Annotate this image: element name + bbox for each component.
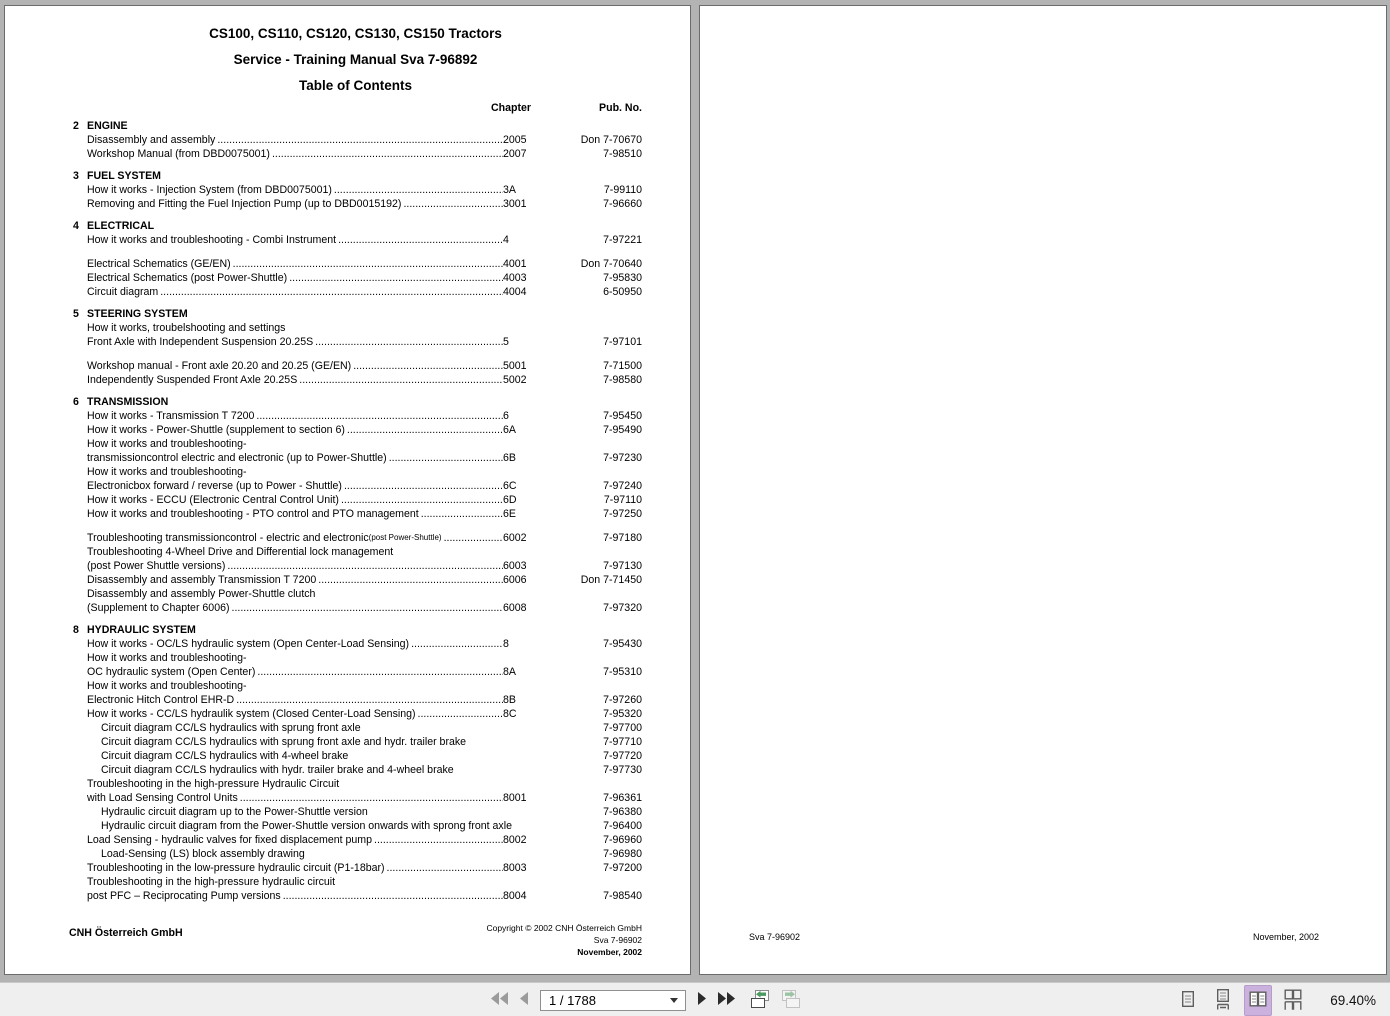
section-title: TRANSMISSION [87, 396, 169, 408]
previous-page-icon [517, 991, 530, 1009]
toc-row [69, 285, 642, 299]
toc-entry-title: Circuit diagram CC/LS hydraulics with sprung front axle and hydr. trailer brake [101, 736, 467, 748]
toc-spacer [69, 521, 642, 531]
toc-entry-title: How it works - Injection System (from DBD0075001) [87, 184, 332, 196]
dot-leader [231, 257, 503, 271]
toc-entry-title: Electronic Hitch Control EHR-D [87, 694, 235, 706]
chapter-number: 8C [503, 708, 517, 720]
chapter-number: 6003 [503, 560, 527, 572]
two-page-continuous-view-button[interactable] [1279, 985, 1307, 1016]
section-number: 6 [73, 396, 79, 408]
toc-entry-title: Hydraulic circuit diagram up to the Power-Shuttle version [101, 806, 368, 818]
pub-number: 7-97710 [603, 736, 642, 748]
toc-row [69, 133, 642, 147]
toc-section [69, 307, 642, 387]
toc-section-header [69, 395, 642, 409]
toc-spacer [69, 247, 642, 257]
toc-row [69, 147, 642, 161]
dot-leader [234, 693, 503, 707]
single-page-view-icon [1177, 988, 1199, 1013]
toc-row [69, 587, 642, 601]
toc-entry-title: Troubleshooting in the low-pressure hydraulic circuit (P1-18bar) [87, 862, 385, 874]
toc-entry-title: Electrical Schematics (GE/EN) [87, 258, 231, 270]
toc-entry-title: Circuit diagram [87, 286, 159, 298]
chapter-number: 6E [503, 508, 516, 520]
toc-row [69, 707, 642, 721]
continuous-view-icon [1212, 988, 1234, 1013]
pub-number: 7-97250 [603, 508, 642, 520]
toc-row [69, 373, 642, 387]
chapter-number: 2005 [503, 134, 527, 146]
toc-entry-title: Electrical Schematics (post Power-Shuttle) [87, 272, 288, 284]
toc-entry-title: Circuit diagram CC/LS hydraulics with sprung front axle [101, 722, 361, 734]
dot-leader [442, 531, 503, 545]
pub-number: 7-95830 [603, 272, 642, 284]
toc-entry-title: Troubleshooting in the high-pressure Hydraulic Circuit [87, 778, 340, 790]
chapter-number: 8A [503, 666, 516, 678]
toc-section-header [69, 623, 642, 637]
toc-entry-title: How it works, troubelshooting and settings [87, 322, 286, 334]
pub-number: 7-97200 [603, 862, 642, 874]
first-page-icon [489, 991, 510, 1009]
toc-entry-title: Hydraulic circuit diagram from the Power-Shuttle version onwards with sprong front axle [101, 820, 512, 832]
toc-entry-title: OC hydraulic system (Open Center) [87, 666, 256, 678]
toc-section-header [69, 169, 642, 183]
pub-no-column-header: Pub. No. [599, 102, 642, 114]
pub-number: 7-96660 [603, 198, 642, 210]
toc-row [69, 805, 642, 819]
right-page-pub-ref: Sva 7-96902 [749, 932, 801, 942]
section-number: 8 [73, 624, 79, 636]
toc-row [69, 777, 642, 791]
chapter-number: 4 [503, 234, 509, 246]
dot-leader [342, 479, 503, 493]
toc-entry-title: Circuit diagram CC/LS hydraulics with 4-wheel brake [101, 750, 349, 762]
chapter-number: 5 [503, 336, 509, 348]
toc-row [69, 833, 642, 847]
toc-entry-title: Workshop manual - Front axle 20.20 and 20.25 (GE/EN) [87, 360, 352, 372]
toc-row [69, 233, 642, 247]
toc-entry-title: How it works and troubleshooting - PTO control and PTO management [87, 508, 419, 520]
pub-number: 7-97720 [603, 750, 642, 762]
toc-section [69, 169, 642, 211]
toc-entry-title-small: (post Power-Shuttle) [368, 533, 442, 542]
document-title [69, 21, 642, 99]
dot-leader [387, 451, 503, 465]
toc-section [69, 119, 642, 161]
viewer-toolbar [0, 982, 1390, 1016]
dot-leader [270, 147, 503, 161]
section-number: 4 [73, 220, 79, 232]
toc-row [69, 451, 642, 465]
toc-section [69, 623, 642, 903]
toc-section [69, 395, 642, 615]
toc-entry-title: Workshop Manual (from DBD0075001) [87, 148, 270, 160]
last-page-button[interactable] [715, 990, 738, 1010]
toc-entry-title: post PFC – Reciprocating Pump versions [87, 890, 281, 902]
dot-leader [287, 271, 503, 285]
previous-view-button[interactable] [747, 987, 773, 1014]
toc-entry-title: How it works - ECCU (Electronic Central Control Unit) [87, 494, 339, 506]
toc-section [69, 219, 642, 299]
section-number: 3 [73, 170, 79, 182]
chapter-number: 6B [503, 452, 516, 464]
toc-entry-title: Circuit diagram CC/LS hydraulics with hydr. trailer brake and 4-wheel brake [101, 764, 454, 776]
toc-entry-title: Removing and Fitting the Fuel Injection Pump (up to DBD0015192) [87, 198, 402, 210]
toc-row [69, 479, 642, 493]
page-indicator[interactable]: 1 / 1788 [549, 992, 596, 1008]
toc-row [69, 679, 642, 693]
toc-entry-title: Load-Sensing (LS) block assembly drawing [101, 848, 305, 860]
footer-date: November, 2002 [577, 947, 642, 957]
toc-row [69, 889, 642, 903]
chapter-column-header: Chapter [490, 102, 531, 114]
toc-row [69, 875, 642, 889]
dot-leader [254, 409, 503, 423]
toc-row [69, 493, 642, 507]
next-page-icon [696, 991, 709, 1009]
title-line-2: Service - Training Manual Sva 7-96892 [233, 52, 478, 67]
toc-section-header [69, 119, 642, 133]
toc-entry-title: Load Sensing - hydraulic valves for fixed displacement pump [87, 834, 373, 846]
title-line-3: Table of Contents [299, 78, 412, 93]
section-title: ENGINE [87, 120, 128, 132]
toc-column-headers [69, 102, 642, 114]
dot-leader [158, 285, 503, 299]
toc-entry-title: How it works - Power-Shuttle (supplement to section 6) [87, 424, 345, 436]
title-line-1: CS100, CS110, CS120, CS130, CS150 Tractors [209, 26, 502, 41]
pub-number: 7-97320 [603, 602, 642, 614]
pub-number: 7-97240 [603, 480, 642, 492]
pub-number: 7-96400 [603, 820, 642, 832]
chapter-number: 4003 [503, 272, 527, 284]
dot-leader [238, 791, 503, 805]
last-page-icon [716, 991, 737, 1009]
toc-row [69, 573, 642, 587]
toc-entry-title: Front Axle with Independent Suspension 20.25S [87, 336, 314, 348]
toc-row [69, 637, 642, 651]
toc-row [69, 601, 642, 615]
chapter-number: 6D [503, 494, 517, 506]
toc-row [69, 721, 642, 735]
section-title: ELECTRICAL [87, 220, 155, 232]
toc-entry-title: transmissioncontrol electric and electronic (up to Power-Shuttle) [87, 452, 387, 464]
toc-entry-title: (post Power Shuttle versions) [87, 560, 226, 572]
pub-number: 7-99110 [603, 184, 642, 196]
pub-number: 7-96980 [603, 848, 642, 860]
toc-row [69, 257, 642, 271]
section-number: 2 [73, 120, 79, 132]
toc-entry-title: How it works - OC/LS hydraulic system (Open Center-Load Sensing) [87, 638, 410, 650]
pub-number: 7-97110 [603, 494, 642, 506]
page-footer [69, 922, 642, 958]
pub-number: 7-97101 [603, 336, 642, 348]
chapter-number: 3A [503, 184, 516, 196]
next-view-icon [779, 988, 803, 1013]
toc-entry-title: Troubleshooting 4-Wheel Drive and Differential lock management [87, 546, 394, 558]
toc-entry-title: How it works - CC/LS hydraulik system (Closed Center-Load Sensing) [87, 708, 416, 720]
pub-number: 7-97700 [603, 722, 642, 734]
pub-number: 7-95320 [603, 708, 642, 720]
copyright-line: Copyright © 2002 CNH Österreich GmbH [486, 923, 642, 933]
first-page-button[interactable] [488, 990, 511, 1010]
dot-leader [255, 665, 503, 679]
chapter-number: 4004 [503, 286, 527, 298]
dot-leader [336, 233, 503, 247]
toc-entry-title: Troubleshooting in the high-pressure hydraulic circuit [87, 876, 336, 888]
dot-leader [372, 833, 503, 847]
pub-number: 7-95450 [603, 410, 642, 422]
toc-row [69, 197, 642, 211]
toc-entry-title: How it works and troubleshooting- [87, 466, 247, 478]
two-page-view-button[interactable] [1244, 985, 1272, 1016]
page-number-combobox[interactable] [540, 990, 686, 1011]
chapter-number: 6C [503, 480, 517, 492]
chapter-number: 6002 [503, 532, 527, 544]
pub-number: 7-98580 [603, 374, 642, 386]
chapter-number: 3001 [503, 198, 527, 210]
chapter-number: 5002 [503, 374, 527, 386]
table-of-contents [69, 119, 642, 911]
toc-row [69, 531, 642, 545]
pub-number: 7-97260 [603, 694, 642, 706]
two-page-continuous-view-icon [1282, 988, 1304, 1013]
toc-row [69, 423, 642, 437]
toc-entry-title: How it works - Transmission T 7200 [87, 410, 255, 422]
dot-leader [225, 559, 503, 573]
dot-leader [297, 373, 503, 387]
dot-leader [215, 133, 503, 147]
pub-number: 7-71500 [603, 360, 642, 372]
chapter-number: 6008 [503, 602, 527, 614]
chapter-number: 8 [503, 638, 509, 650]
chapter-number: 8004 [503, 890, 527, 902]
toc-row [69, 693, 642, 707]
toc-row [69, 735, 642, 749]
toc-entry-title: Troubleshooting transmissioncontrol - electric and electronic [87, 532, 369, 544]
toc-entry-title: How it works and troubleshooting- [87, 652, 247, 664]
dot-leader [332, 183, 503, 197]
toc-entry-title: Independently Suspended Front Axle 20.25S [87, 374, 298, 386]
toc-row [69, 545, 642, 559]
section-title: HYDRAULIC SYSTEM [87, 624, 196, 636]
toc-row [69, 465, 642, 479]
chapter-number: 6 [503, 410, 509, 422]
toc-row [69, 861, 642, 875]
pub-number: 7-97230 [603, 452, 642, 464]
toc-row [69, 507, 642, 521]
pub-number: 7-98540 [603, 890, 642, 902]
copyright-block [486, 922, 642, 958]
pub-number: 7-95490 [603, 424, 642, 436]
toc-row [69, 271, 642, 285]
pub-number: 7-96960 [603, 834, 642, 846]
toc-row [69, 819, 642, 833]
pub-number: 7-96361 [603, 792, 642, 804]
pub-number: 7-97180 [603, 532, 642, 544]
pub-number: Don 7-70640 [580, 258, 642, 270]
dot-leader [345, 423, 503, 437]
toc-entry-title: How it works and troubleshooting- [87, 438, 247, 450]
previous-page-button[interactable] [516, 990, 531, 1010]
pub-number: 7-97730 [603, 764, 642, 776]
chapter-number: 6006 [503, 574, 527, 586]
toc-row [69, 651, 642, 665]
section-title: FUEL SYSTEM [87, 170, 161, 182]
toc-section-header [69, 219, 642, 233]
zoom-level: 69.40% [1330, 992, 1376, 1008]
toc-row [69, 321, 642, 335]
dot-leader [281, 889, 503, 903]
dot-leader [313, 335, 503, 349]
chapter-number: 8001 [503, 792, 527, 804]
dot-leader [339, 493, 503, 507]
pub-number: Don 7-70670 [580, 134, 642, 146]
continuous-view-button[interactable] [1209, 985, 1237, 1016]
two-page-view-icon [1247, 988, 1269, 1013]
toc-entry-title: How it works and troubleshooting- [87, 680, 247, 692]
chapter-number: 8002 [503, 834, 527, 846]
toc-row [69, 665, 642, 679]
company-name: CNH Österreich GmbH [69, 927, 183, 939]
toc-entry-title: Disassembly and assembly [87, 134, 216, 146]
single-page-view-button[interactable] [1174, 985, 1202, 1016]
next-page-button[interactable] [695, 990, 710, 1010]
toc-entry-title: Electronicbox forward / reverse (up to Power - Shuttle) [87, 480, 342, 492]
toc-row [69, 359, 642, 373]
section-number: 5 [73, 308, 79, 320]
dot-leader [416, 707, 503, 721]
document-page-right[interactable] [699, 5, 1387, 975]
chapter-number: 4001 [503, 258, 527, 270]
pub-ref: Sva 7-96902 [593, 935, 642, 945]
pub-number: 6-50950 [603, 286, 642, 298]
chapter-number: 8003 [503, 862, 527, 874]
toc-row [69, 409, 642, 423]
toc-entry-title: Disassembly and assembly Transmission T 7200 [87, 574, 317, 586]
toc-section-header [69, 307, 642, 321]
dot-leader [385, 861, 503, 875]
right-page-date: November, 2002 [1252, 932, 1319, 942]
pub-number: 7-97221 [603, 234, 642, 246]
toc-entry-title: (Supplement to Chapter 6006) [87, 602, 230, 614]
page-layout-group [1174, 983, 1376, 1016]
dot-leader [230, 601, 503, 615]
pub-number: 7-96380 [603, 806, 642, 818]
pub-number: 7-95430 [603, 638, 642, 650]
toc-row [69, 847, 642, 861]
toc-row [69, 791, 642, 805]
toc-entry-title: Disassembly and assembly Power-Shuttle clutch [87, 588, 316, 600]
pub-number: 7-97130 [603, 560, 642, 572]
pub-number: 7-95310 [603, 666, 642, 678]
toc-row [69, 183, 642, 197]
toc-row [69, 763, 642, 777]
toc-row [69, 749, 642, 763]
toc-spacer [69, 349, 642, 359]
dot-leader [419, 507, 503, 521]
toc-entry-title: How it works and troubleshooting - Combi Instrument [87, 234, 337, 246]
section-title: STEERING SYSTEM [87, 308, 188, 320]
toc-row [69, 559, 642, 573]
chevron-down-icon [670, 998, 678, 1003]
chapter-number: 8B [503, 694, 516, 706]
next-view-button[interactable] [778, 987, 804, 1014]
document-page-left[interactable] [4, 5, 691, 975]
pub-number: 7-98510 [603, 148, 642, 160]
chapter-number: 2007 [503, 148, 527, 160]
toc-entry-title: with Load Sensing Control Units [87, 792, 238, 804]
chapter-number: 6A [503, 424, 516, 436]
pub-number: Don 7-71450 [580, 574, 642, 586]
page-navigation-group [488, 983, 804, 1016]
dot-leader [409, 637, 503, 651]
toc-row [69, 335, 642, 349]
previous-view-icon [748, 988, 772, 1013]
chapter-number: 5001 [503, 360, 527, 372]
dot-leader [316, 573, 503, 587]
dot-leader [351, 359, 503, 373]
toc-row [69, 437, 642, 451]
dot-leader [401, 197, 503, 211]
